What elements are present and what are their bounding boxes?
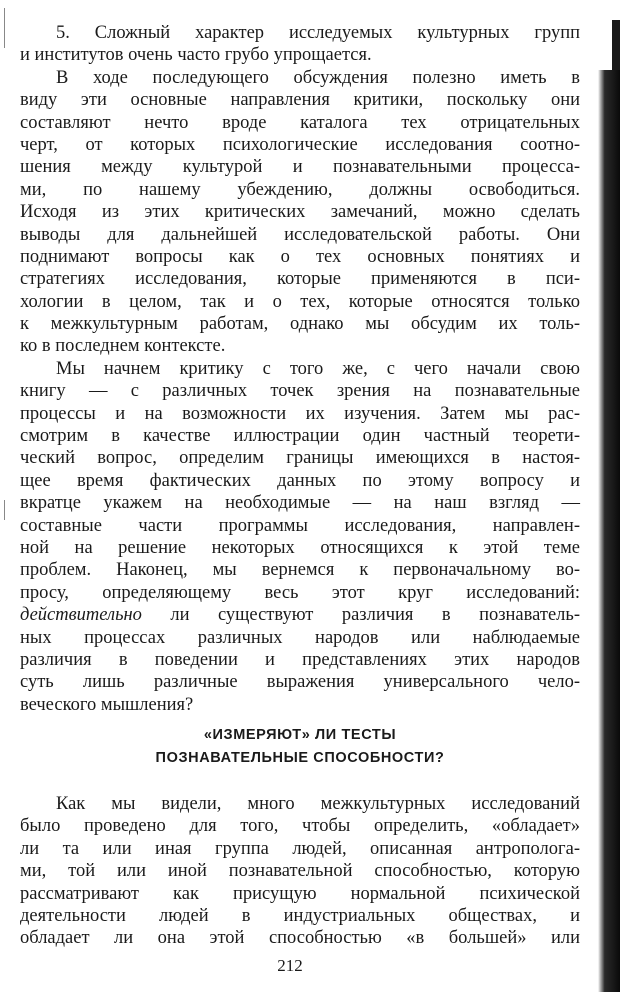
text-line: различия в поведении и представлениях этих народов — [20, 649, 580, 670]
text-line: книгу — с различных точек зрения на познавательные — [20, 381, 580, 402]
text-line: вкратце укажем на необходимые — на наш взгляд — — [20, 493, 580, 514]
text-line: выводы для дальнейшей исследовательской работы. Они — [20, 224, 580, 245]
text-line: было проведено для того, чтобы определить, «обладает» — [20, 816, 580, 837]
text-line: составляют нечто вроде каталога тех отрицательных — [20, 112, 580, 133]
text-line: проблем. Наконец, мы вернемся к первоначальному во- — [20, 560, 580, 581]
text-line: Мы начнем критику с того же, с чего начали свою — [56, 358, 580, 379]
text-line: смотрим в качестве иллюстрации один частный теорети- — [20, 426, 580, 447]
text-line — [20, 604, 580, 626]
text-line: суть лишь различные выражения универсального чело- — [20, 672, 580, 693]
text-line: ли та или иная группа людей, описанная антропологa- — [20, 838, 580, 859]
text-line: ных процессах различных народов или наблюдаемые — [20, 627, 580, 648]
text-line: ной на решение некоторых относящихся к этой теме — [20, 537, 580, 558]
text-line: и институтов очень часто грубо упрощается. — [20, 45, 372, 66]
page-number: 212 — [277, 956, 303, 975]
text-line: ми, той или иной познавательной способностью, которую — [20, 861, 580, 882]
section-heading-line2: ПОЗНАВАТЕЛЬНЫЕ СПОСОБНОСТИ? — [155, 750, 445, 766]
text-line: ческий вопрос, определим границы имеющихся в настоя- — [20, 448, 580, 469]
text-line: веческого мышления? — [20, 694, 194, 715]
section-text — [20, 793, 580, 950]
text-line: поднимают вопросы как о тех основных понятиях и — [20, 246, 580, 267]
italic-word: действительно — [20, 605, 142, 626]
margin-mark — [4, 8, 5, 48]
text-line: просу, определяющему весь этот круг исследований: — [20, 582, 580, 603]
text-line: обладает ли она этой способностью «в большей» или — [20, 928, 580, 949]
scan-edge-shadow — [598, 70, 620, 992]
text-line: к межкультурным работам, однако мы обсудим их толь- — [20, 314, 580, 335]
text-line: виду эти основные направления критики, поскольку они — [20, 90, 580, 111]
text-line: рассматривают как присущую нормальной психической — [20, 883, 580, 904]
text-line: деятельности людей в индустриальных обществах, и — [20, 905, 580, 926]
text-line: Как мы видели, много межкультурных исследований — [56, 794, 580, 814]
text-line: процессы и на возможности их изучения. Затем мы рас- — [20, 403, 580, 424]
text-line: ми, по нашему убеждению, должны освободиться. — [20, 179, 580, 200]
text-line: В ходе последующего обсуждения полезно иметь в — [56, 67, 580, 88]
text-fragment: ли существуют различия в познаватель- — [141, 605, 580, 626]
text-line: черт, от которых психологические исследования соотно- — [20, 134, 580, 155]
text-line: щее время фактических данных по этому вопросу и — [20, 470, 580, 491]
main-text — [20, 22, 580, 716]
text-line: 5. Сложный характер исследуемых культурных групп — [56, 23, 580, 43]
text-line: ко в последнем контексте. — [20, 336, 226, 357]
text-line: Исходя из этих критических замечаний, можно сделать — [20, 202, 580, 223]
section-heading-line1: «ИЗМЕРЯЮТ» ЛИ ТЕСТЫ — [203, 727, 397, 743]
text-line: стратегиях исследования, которые применяются в пси- — [20, 269, 580, 290]
text-line: шения между культурой и познавательными процесса- — [20, 157, 580, 178]
text-line: составные части программы исследования, направлен- — [20, 515, 580, 536]
text-line: хологии в целом, так и о тех, которые относятся только — [20, 291, 580, 312]
margin-mark — [4, 500, 5, 520]
